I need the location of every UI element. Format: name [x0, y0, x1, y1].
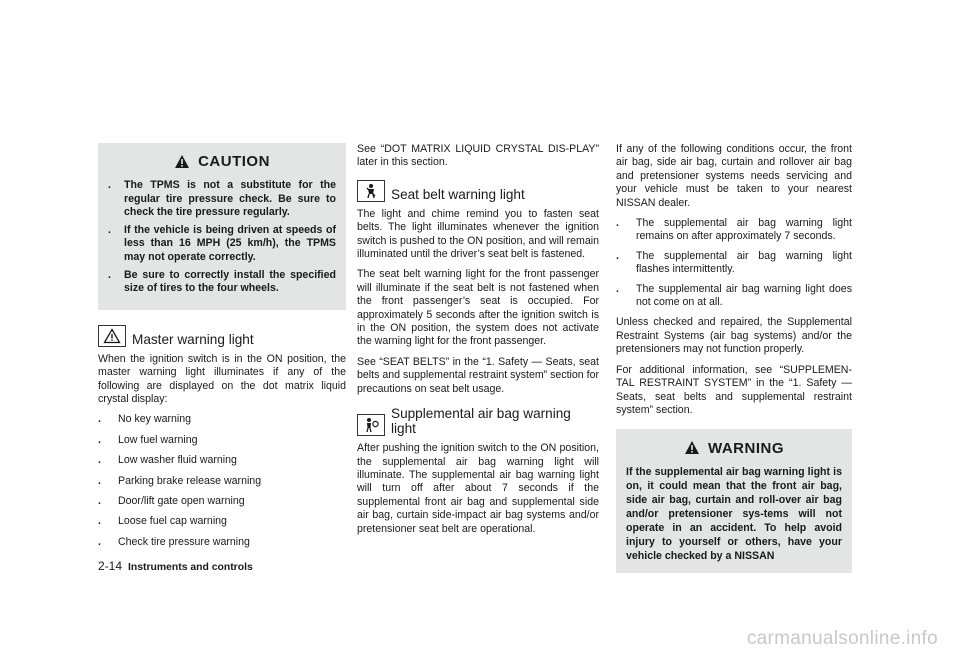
caution-title: CAUTION — [198, 153, 270, 171]
warning-triangle-icon — [684, 440, 700, 456]
watermark: carmanualsonline.info — [746, 628, 938, 649]
master-intro: When the ignition switch is in the ON position, the master warning light illuminates if any of the following are displayed on the dot matrix liquid crystal display: — [98, 352, 346, 405]
warning-triangle-icon — [174, 154, 190, 170]
additional-info-paragraph: For additional information, see “SUPPLEMEN-TAL RESTRAINT SYSTEM” in the “1. Safety — Seats, seat belts and supplemental restraint system” section. — [616, 363, 852, 416]
seatbelt-icon — [357, 180, 385, 202]
caution-header — [108, 147, 336, 177]
airbag-service-paragraph: If any of the following conditions occur, the front air bag, side air bag, curtain and rollover air bag and pretensioner systems needs servicing and your vehicle must be taken to your nearest NISSAN dealer. — [616, 143, 852, 209]
warning-box — [616, 429, 852, 573]
list-item: . Check tire pressure warning — [98, 535, 250, 548]
list-item: . The TPMS is not a substitute for the regular tire pressure check. Be sure to check the tire pressure regularly. — [108, 179, 336, 219]
caution-list — [108, 179, 336, 296]
airbag-icon — [357, 414, 385, 436]
list-item: . The supplemental air bag warning light remains on after approximately 7 seconds. — [616, 217, 852, 243]
list-item: . Low fuel warning — [98, 433, 198, 446]
master-warning-triangle-icon — [98, 325, 126, 347]
master-warning-heading: Master warning light — [98, 325, 346, 347]
list-item: . If the vehicle is being driven at speeds of less than 16 MPH (25 km/h), the TPMS may not operate correctly. — [108, 223, 336, 263]
list-item: . No key warning — [98, 413, 192, 426]
airbag-conditions-list — [616, 217, 852, 309]
list-item: . The supplemental air bag warning light flashes intermittently. — [616, 249, 852, 276]
column-middle — [357, 143, 599, 543]
master-list — [98, 413, 346, 549]
list-item: . Door/lift gate open warning — [98, 495, 245, 507]
column-left — [98, 143, 346, 556]
column-right — [616, 143, 852, 573]
caution-box — [98, 143, 346, 310]
seatbelt-paragraph: See “SEAT BELTS” in the “1. Safety — Seats, seat belts and supplemental restraint system” section for precautions on seat belt usage. — [357, 355, 600, 395]
see-dot-matrix: See “DOT MATRIX LIQUID CRYSTAL DIS-PLAY” later in this section. — [357, 143, 599, 169]
list-item: . Low washer fluid warning — [98, 454, 237, 467]
page-footer — [98, 559, 253, 573]
srs-paragraph: Unless checked and repaired, the Supplemental Restraint Systems (air bag systems) and/or the pretensioners may not function properly. — [616, 316, 852, 356]
page-number: 2-14 — [98, 559, 123, 573]
seatbelt-heading: Seat belt warning light — [357, 180, 599, 202]
warning-title: WARNING — [708, 439, 784, 457]
warning-header — [626, 433, 842, 463]
list-item: . Parking brake release warning — [98, 474, 262, 487]
seatbelt-paragraph: The light and chime remind you to fasten seat belts. The light illuminates whenever the ignition switch is pushed to the ON position, and will remain illuminated until the driver’s seat belt is fastened. — [357, 207, 600, 261]
warning-body: If the supplemental air bag warning light is on, it could mean that the front air bag, side air bag, curtain and roll-over air bag and/or pretensioner sys-tems will not operate in an accident. To help avoid injury to yourself or others, have your vehicle checked by a NISSAN — [626, 466, 842, 563]
airbag-heading: Supplemental air bag warning light — [357, 406, 599, 436]
chapter-title: Instruments and controls — [128, 562, 253, 573]
airbag-paragraph: After pushing the ignition switch to the ON position, the supplemental air bag warning light will illuminate. The supplemental air bag warning light will turn off after about 7 seconds if the supplemental front air bag and supplemental side air bag, curtain side-impact air bag systems and/or pretensioner seat belt are operational. — [357, 442, 599, 535]
list-item: . Loose fuel cap warning — [98, 515, 227, 528]
seatbelt-paragraph: The seat belt warning light for the front passenger will illuminate if the seat belt is not fastened when the front passenger’s seat is occupied. For approximately 5 seconds after the ignition switch is in the ON position, the system does not activate the warning light for the front passenger. — [357, 268, 599, 348]
list-item: . Be sure to correctly install the specified size of tires to the four wheels. — [108, 268, 336, 295]
list-item: . The supplemental air bag warning light does not come on at all. — [616, 282, 852, 309]
